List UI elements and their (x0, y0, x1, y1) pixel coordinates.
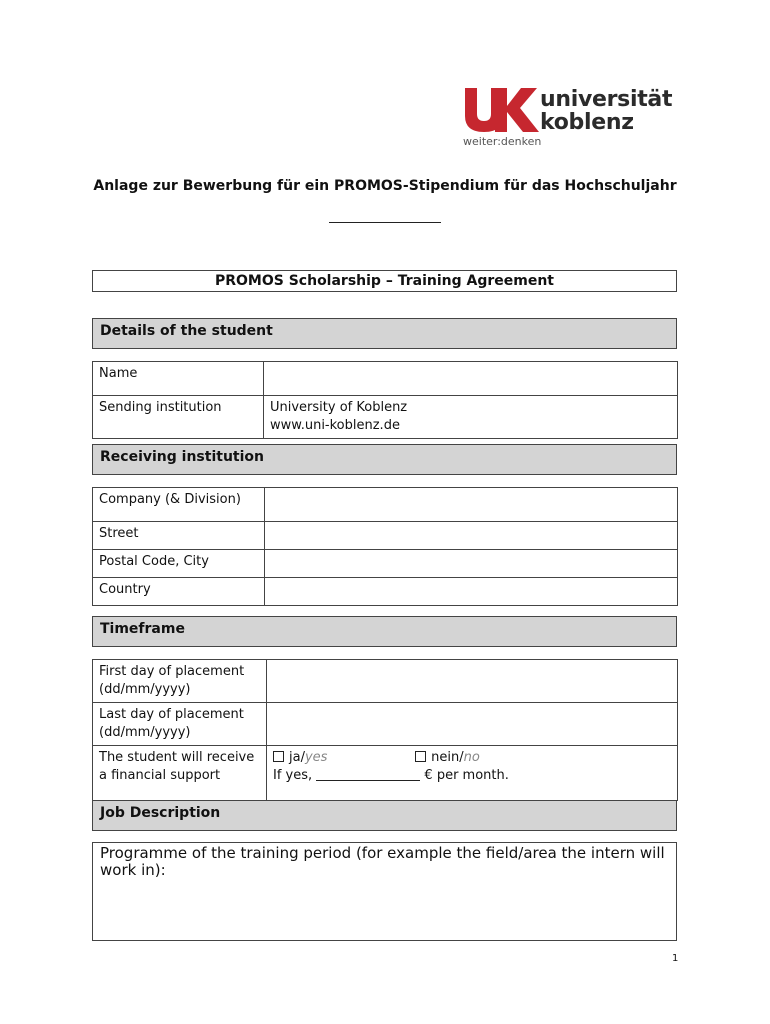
logo-university-text: universität (540, 87, 673, 112)
logo-tagline: weiter:denken (463, 135, 542, 148)
amount-blank[interactable] (316, 768, 420, 781)
table-row (93, 396, 678, 439)
amount-suffix: € per month. (424, 768, 509, 783)
company-field[interactable] (265, 488, 678, 522)
company-label: Company (& Division) (93, 488, 265, 522)
page-number: 1 (672, 953, 679, 964)
table-row (93, 488, 678, 522)
sending-institution-field[interactable] (264, 396, 678, 439)
no-label-en: no (463, 750, 480, 765)
no-label-de: nein/ (431, 750, 464, 765)
table-row (93, 522, 678, 550)
section-timeframe: Timeframe (92, 616, 677, 647)
table-row (93, 660, 678, 703)
programme-prompt: Programme of the training period (for example the field/area the intern will work in): (100, 844, 665, 879)
street-label: Street (93, 522, 265, 550)
student-table (92, 361, 678, 439)
postal-code-city-field[interactable] (265, 550, 678, 578)
first-day-field[interactable] (267, 660, 678, 703)
university-logo (463, 86, 683, 152)
no-option[interactable] (415, 750, 480, 765)
postal-code-city-label: Postal Code, City (93, 550, 265, 578)
table-row (93, 362, 678, 396)
table-row (93, 703, 678, 746)
section-receiving-institution: Receiving institution (92, 444, 677, 475)
country-label: Country (93, 578, 265, 606)
street-field[interactable] (265, 522, 678, 550)
first-day-label: First day of placement (dd/mm/yyyy) (93, 660, 267, 703)
financial-support-label: The student will receive a financial support (93, 746, 267, 801)
timeframe-table (92, 659, 678, 801)
section-job-description: Job Description (92, 800, 677, 831)
name-label: Name (93, 362, 264, 396)
table-row (93, 550, 678, 578)
yes-label-en: yes (304, 750, 328, 765)
institution-website: www.uni-koblenz.de (270, 418, 400, 433)
uk-logo-mark-icon (463, 86, 541, 132)
academic-year-blank[interactable] (329, 210, 441, 223)
yes-option[interactable] (273, 749, 411, 767)
programme-textarea[interactable] (92, 842, 677, 941)
sending-institution-label: Sending institution (93, 396, 264, 439)
financial-support-field (267, 746, 678, 801)
country-field[interactable] (265, 578, 678, 606)
no-checkbox-icon[interactable] (415, 751, 426, 762)
last-day-label: Last day of placement (dd/mm/yyyy) (93, 703, 267, 746)
logo-koblenz-text: koblenz (540, 110, 634, 135)
amount-prefix: If yes, (273, 768, 313, 783)
name-field[interactable] (264, 362, 678, 396)
receiving-table (92, 487, 678, 606)
institution-name: University of Koblenz (270, 400, 408, 415)
main-heading: PROMOS Scholarship – Training Agreement (92, 270, 677, 292)
table-row (93, 578, 678, 606)
table-row (93, 746, 678, 801)
yes-label-de: ja/ (289, 750, 305, 765)
section-student: Details of the student (92, 318, 677, 349)
document-title: Anlage zur Bewerbung für ein PROMOS-Stipendium für das Hochschuljahr (93, 178, 677, 194)
last-day-field[interactable] (267, 703, 678, 746)
yes-checkbox-icon[interactable] (273, 751, 284, 762)
